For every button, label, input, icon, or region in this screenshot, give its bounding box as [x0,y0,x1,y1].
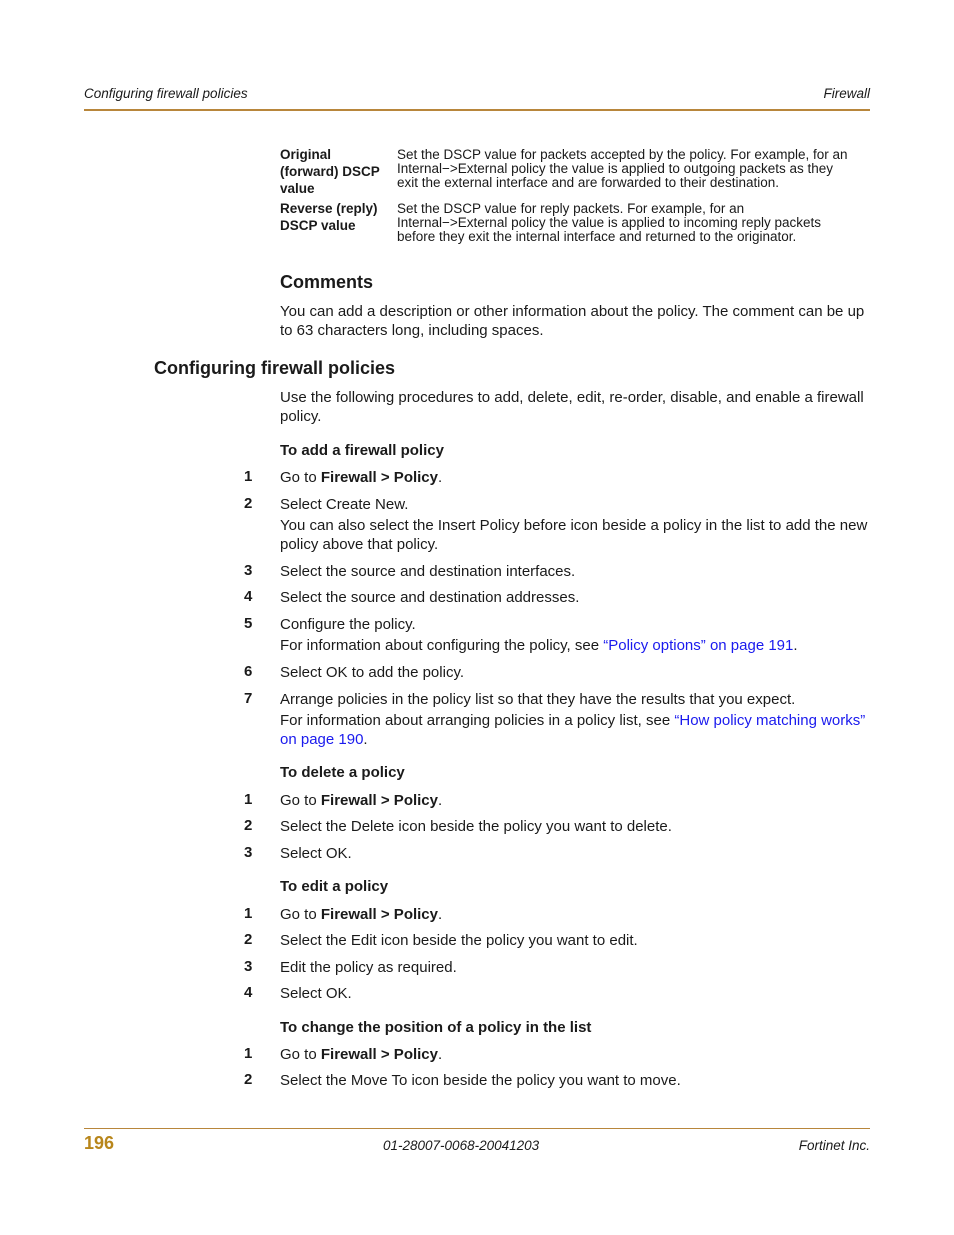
step-note-part: For information about arranging policies in a policy list, see [280,712,675,729]
step-number: 2 [244,817,253,834]
step-number: 2 [244,931,253,948]
step-number: 4 [244,588,253,605]
step-number: 2 [244,1071,253,1088]
header-rule [84,109,870,111]
step-text-part: . [438,792,443,809]
section-heading: Configuring firewall policies [154,358,396,378]
step-text-part: Go to [280,906,321,923]
step-note-part: For information about configuring the policy, see [280,637,604,654]
running-header-left: Configuring firewall policies [84,86,248,101]
step-text-part: Go to [280,792,321,809]
table-row-desc [397,148,872,190]
procedure-title-edit: To edit a policy [280,878,389,895]
table-row-desc [397,202,872,244]
step-note [280,636,870,655]
comments-heading: Comments [280,272,374,292]
step-text [280,905,870,924]
desc-line: Set the DSCP value for packets accepted by the policy. For example, for an [397,147,848,162]
step-text-part: . [438,469,443,486]
page-number: 196 [84,1133,115,1153]
step-number: 4 [244,984,253,1001]
step-text: Select Create New. [280,496,409,513]
step-text: Select OK. [280,845,352,862]
step-text: Select OK. [280,985,352,1002]
step-note: You can also select the Insert Policy before icon beside a policy in the list to add the new policy above that policy. [280,517,868,553]
step-text: Select the source and destination addresses. [280,589,580,606]
step-text: Edit the policy as required. [280,959,457,976]
menu-path: Firewall > Policy [320,906,438,923]
document-id: 01-28007-0068-20041203 [383,1138,540,1153]
desc-line: Internal−>External policy the value is applied to incoming reply packets [397,215,821,230]
step-number: 3 [244,844,253,861]
desc-line: Set the DSCP value for reply packets. For example, for an [397,201,745,216]
table-row-label [280,146,392,197]
step-number: 2 [244,495,253,512]
step-note-part: . [793,637,798,654]
step-text: Select the source and destination interfaces. [280,563,576,580]
table-row-label [280,200,392,234]
step-text-part: . [438,906,443,923]
step-text-part: Go to [280,469,321,486]
step-note-part: . [363,731,368,748]
step-number: 7 [244,690,253,707]
step-number: 3 [244,562,253,579]
step-text [280,1045,870,1064]
step-text: Select the Delete icon beside the policy you want to delete. [280,818,672,835]
label-line: Reverse (reply) [280,201,378,216]
procedure-title-add: To add a firewall policy [280,442,444,459]
step-number: 6 [244,663,253,680]
footer-rule [84,1128,870,1129]
label-line: (forward) DSCP [280,164,380,179]
procedure-title-delete: To delete a policy [280,764,405,781]
step-text: Select the Edit icon beside the policy you want to edit. [280,932,638,949]
comments-text: You can add a description or other information about the policy. The comment can be up to 63 characters long, including spaces. [280,303,865,339]
step-text [280,468,870,487]
label-line: Original [280,147,332,162]
step-text: Arrange policies in the policy list so that they have the results that you expect. [280,691,796,708]
step-number: 3 [244,958,253,975]
cross-reference-link[interactable]: “Policy options” on page 191 [603,637,794,654]
step-number: 1 [244,1045,253,1062]
menu-path: Firewall > Policy [320,469,438,486]
company-name: Fortinet Inc. [798,1138,870,1153]
step-number: 1 [244,468,253,485]
menu-path: Firewall > Policy [320,1046,438,1063]
step-text: Select the Move To icon beside the policy you want to move. [280,1072,681,1089]
step-text: Configure the policy. [280,616,416,633]
cross-reference-link[interactable]: “How policy matching works” on page 190 [280,712,866,748]
label-line: DSCP value [280,218,356,233]
step-number: 5 [244,615,253,632]
desc-line: before they exit the internal interface and returned to the originator. [397,229,797,244]
step-note [280,711,870,749]
menu-path: Firewall > Policy [320,792,438,809]
label-line: value [280,181,315,196]
step-text-part: . [438,1046,443,1063]
step-text-part: Go to [280,1046,321,1063]
step-number: 1 [244,791,253,808]
desc-line: exit the external interface and are forwarded to their destination. [397,175,779,190]
desc-line: Internal−>External policy the value is applied to outgoing packets as they [397,161,834,176]
step-text [280,791,870,810]
procedure-title-move: To change the position of a policy in the list [280,1019,592,1036]
step-text: Select OK to add the policy. [280,664,464,681]
step-number: 1 [244,905,253,922]
section-intro: Use the following procedures to add, delete, edit, re-order, disable, and enable a firewall policy. [280,389,864,425]
running-header-right: Firewall [823,86,870,101]
